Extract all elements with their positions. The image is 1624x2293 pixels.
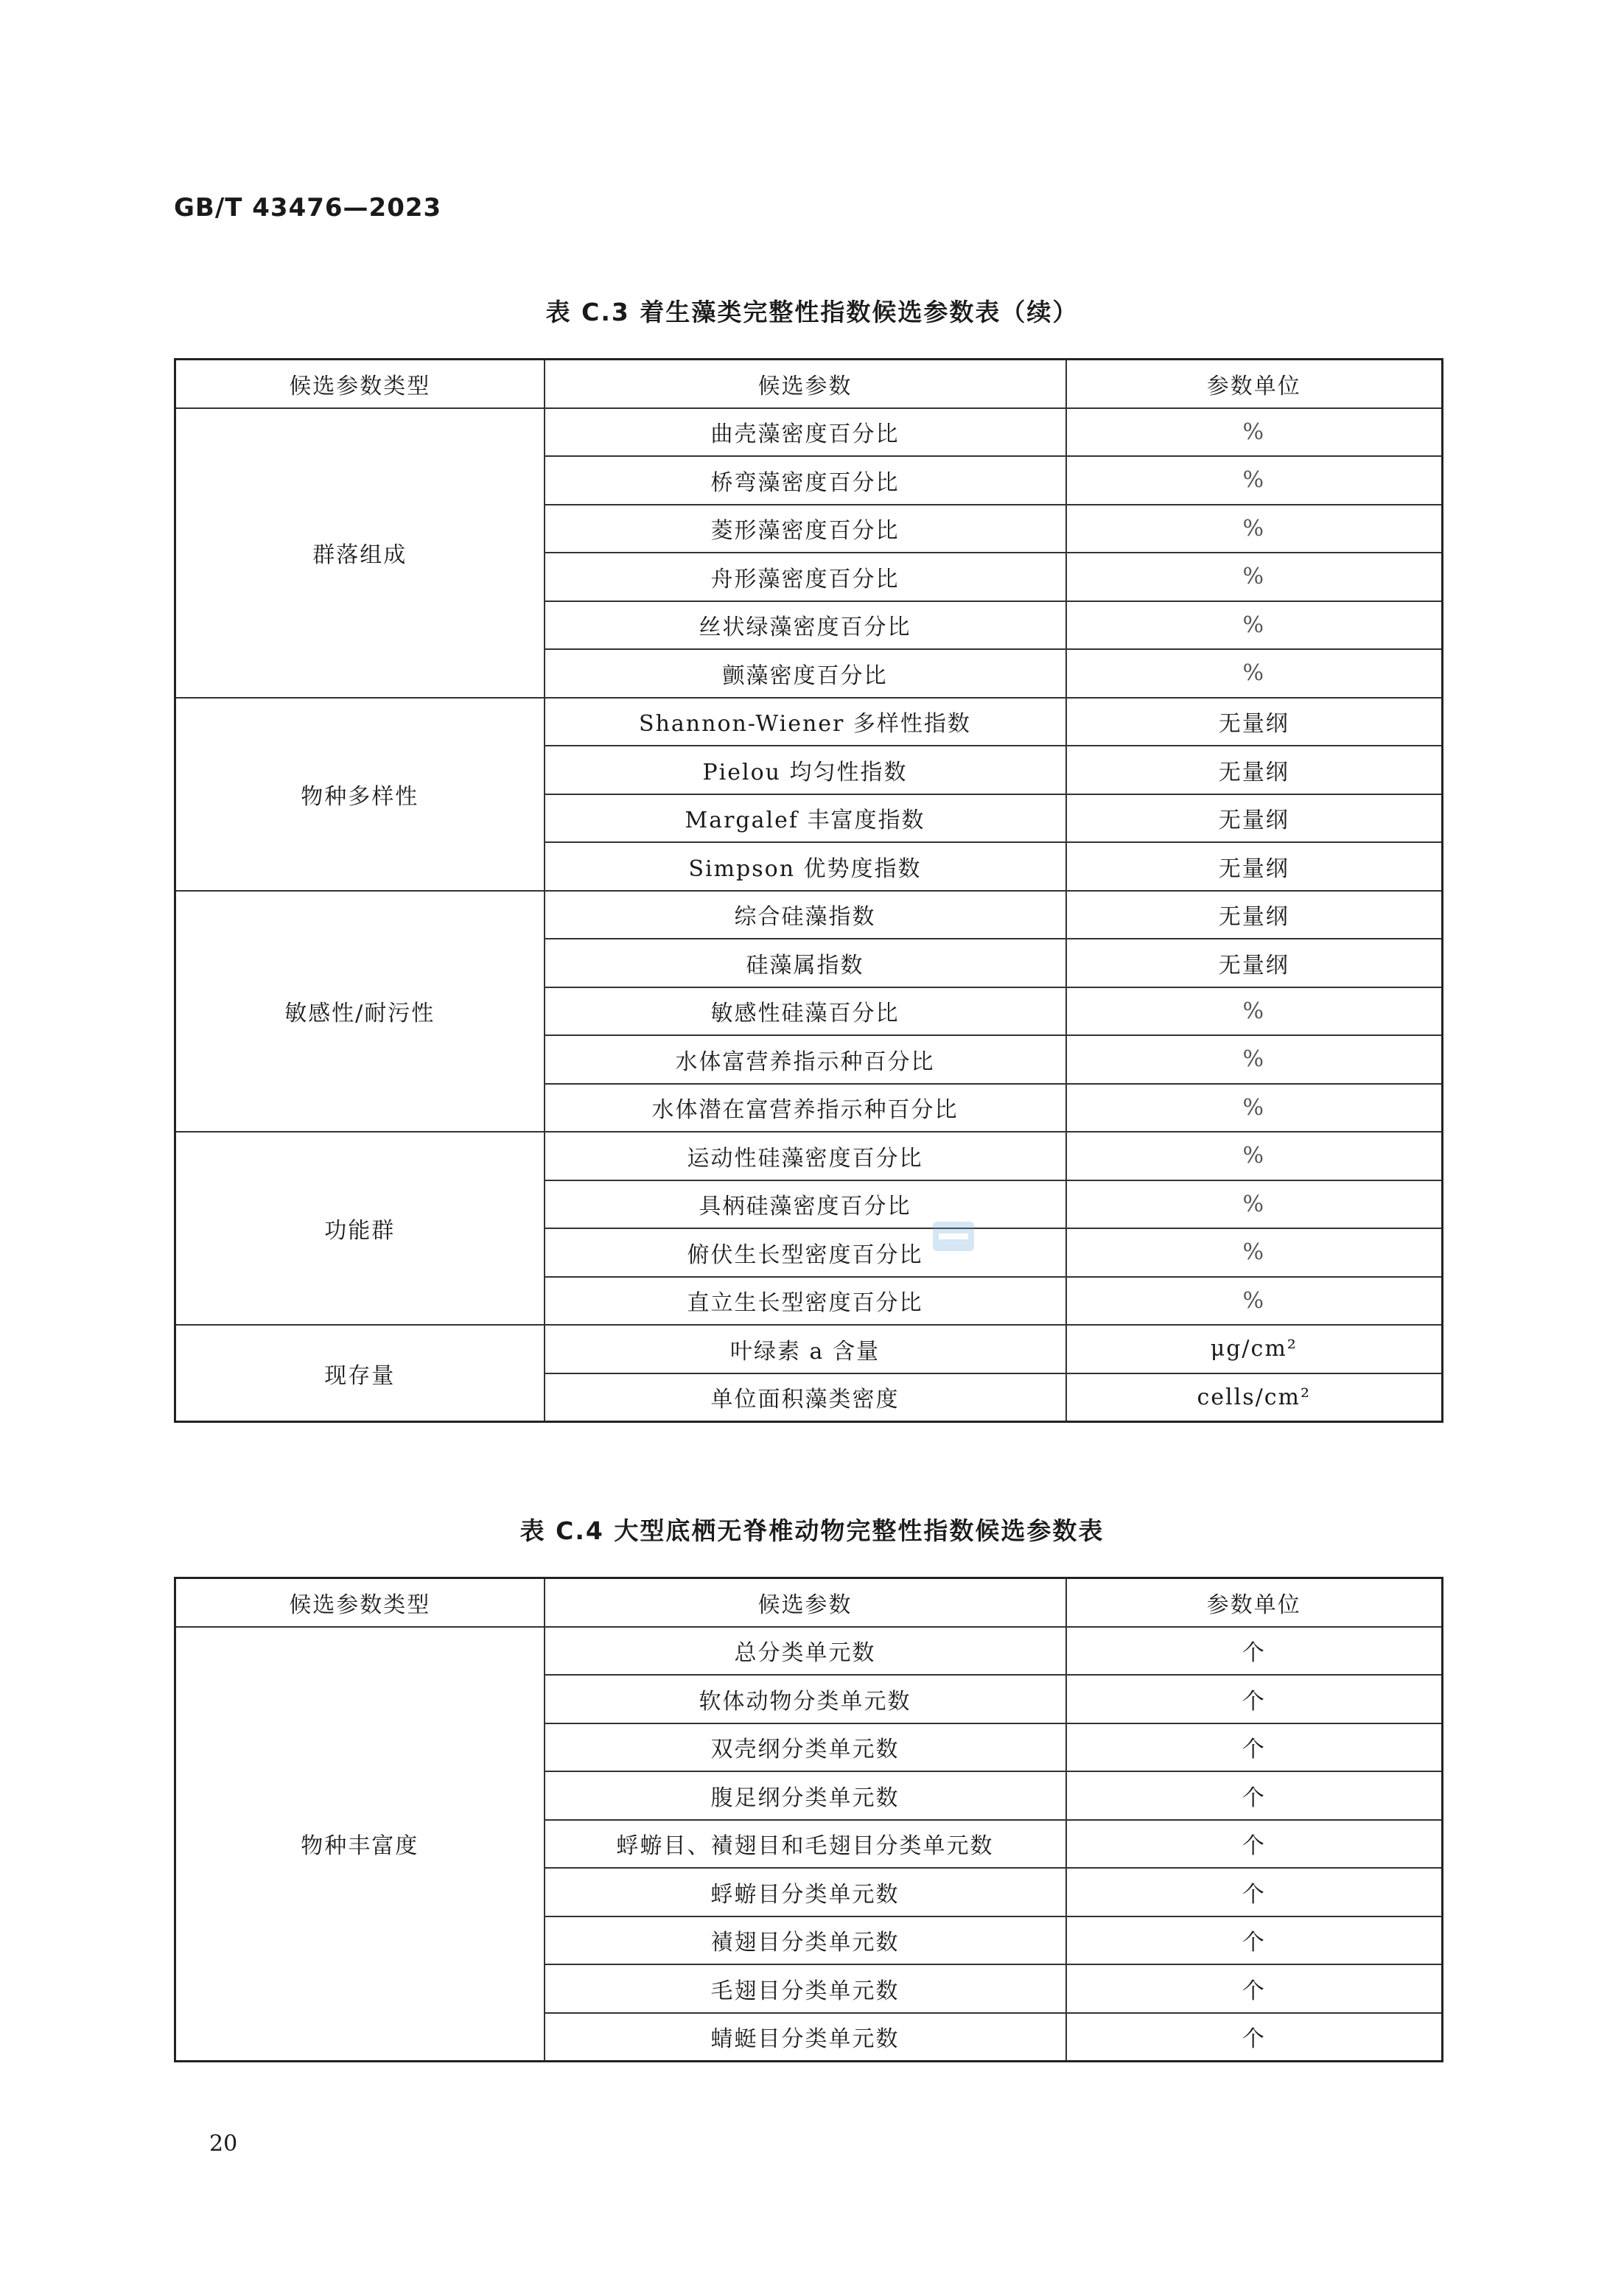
param-cell: 腹足纲分类单元数 xyxy=(545,1771,1066,1820)
column-header-type: 候选参数类型 xyxy=(175,1578,545,1627)
table-c4 xyxy=(174,1577,1443,2062)
param-cell: 软体动物分类单元数 xyxy=(545,1675,1066,1723)
param-cell: Margalef 丰富度指数 xyxy=(545,794,1066,843)
document-code: GB/T 43476—2023 xyxy=(174,193,442,223)
param-cell: 毛翅目分类单元数 xyxy=(545,1964,1066,2013)
param-cell: 综合硅藻指数 xyxy=(545,891,1066,939)
param-cell: 具柄硅藻密度百分比 xyxy=(545,1180,1066,1229)
param-type-cell: 现存量 xyxy=(175,1325,545,1422)
unit-cell: % xyxy=(1066,1132,1443,1180)
unit-cell: % xyxy=(1066,1180,1443,1229)
unit-cell: 个 xyxy=(1066,1964,1443,2013)
table-row xyxy=(175,408,1443,457)
column-header-param: 候选参数 xyxy=(545,360,1066,408)
unit-cell: cells/cm² xyxy=(1066,1373,1443,1422)
unit-cell: 无量纲 xyxy=(1066,891,1443,939)
column-header-type: 候选参数类型 xyxy=(175,360,545,408)
param-cell: 蜉蝣目分类单元数 xyxy=(545,1868,1066,1916)
unit-cell: % xyxy=(1066,456,1443,505)
param-type-cell: 功能群 xyxy=(175,1132,545,1325)
param-cell: Pielou 均匀性指数 xyxy=(545,746,1066,794)
param-cell: Shannon-Wiener 多样性指数 xyxy=(545,698,1066,746)
param-cell: 敏感性硅藻百分比 xyxy=(545,987,1066,1036)
unit-cell: % xyxy=(1066,987,1443,1036)
unit-cell: % xyxy=(1066,553,1443,601)
table-row xyxy=(175,698,1443,746)
table-row xyxy=(175,1325,1443,1373)
param-cell: 水体富营养指示种百分比 xyxy=(545,1035,1066,1084)
unit-cell: % xyxy=(1066,601,1443,650)
table-header-row xyxy=(175,1578,1443,1627)
unit-cell: 无量纲 xyxy=(1066,746,1443,794)
param-cell: 硅藻属指数 xyxy=(545,939,1066,987)
table-c3 xyxy=(174,358,1443,1423)
param-cell: 蜻蜓目分类单元数 xyxy=(545,2013,1066,2062)
param-cell: Simpson 优势度指数 xyxy=(545,842,1066,891)
unit-cell: % xyxy=(1066,1277,1443,1326)
param-cell: 直立生长型密度百分比 xyxy=(545,1277,1066,1326)
param-cell: 桥弯藻密度百分比 xyxy=(545,456,1066,505)
unit-cell: % xyxy=(1066,649,1443,698)
param-cell: 舟形藻密度百分比 xyxy=(545,553,1066,601)
unit-cell: 无量纲 xyxy=(1066,939,1443,987)
unit-cell: 个 xyxy=(1066,1916,1443,1965)
unit-cell: % xyxy=(1066,1084,1443,1133)
param-type-cell: 物种多样性 xyxy=(175,698,545,891)
param-cell: 曲壳藻密度百分比 xyxy=(545,408,1066,457)
table-header-row xyxy=(175,360,1443,408)
param-cell: 俯伏生长型密度百分比 xyxy=(545,1228,1066,1277)
unit-cell: % xyxy=(1066,505,1443,553)
unit-cell: 个 xyxy=(1066,2013,1443,2062)
param-cell: 总分类单元数 xyxy=(545,1627,1066,1676)
page-number: 20 xyxy=(209,2131,238,2157)
unit-cell: 个 xyxy=(1066,1820,1443,1869)
param-cell: 襀翅目分类单元数 xyxy=(545,1916,1066,1965)
param-type-cell: 物种丰富度 xyxy=(175,1627,545,2062)
table-row xyxy=(175,1627,1443,1676)
unit-cell: 个 xyxy=(1066,1771,1443,1820)
unit-cell: % xyxy=(1066,1228,1443,1277)
unit-cell: 个 xyxy=(1066,1627,1443,1676)
param-type-cell: 群落组成 xyxy=(175,408,545,698)
param-cell: 颤藻密度百分比 xyxy=(545,649,1066,698)
param-cell: 水体潜在富营养指示种百分比 xyxy=(545,1084,1066,1133)
unit-cell: μg/cm² xyxy=(1066,1325,1443,1373)
table-c4-title: 表 C.4 大型底栖无脊椎动物完整性指数候选参数表 xyxy=(519,1516,1105,1545)
table-row xyxy=(175,1132,1443,1180)
param-cell: 单位面积藻类密度 xyxy=(545,1373,1066,1422)
param-cell: 叶绿素 a 含量 xyxy=(545,1325,1066,1373)
unit-cell: 个 xyxy=(1066,1868,1443,1916)
table-c3-title: 表 C.3 着生藻类完整性指数候选参数表（续） xyxy=(545,298,1079,326)
param-cell: 丝状绿藻密度百分比 xyxy=(545,601,1066,650)
param-cell: 蜉蝣目、襀翅目和毛翅目分类单元数 xyxy=(545,1820,1066,1869)
table-row xyxy=(175,891,1443,939)
unit-cell: 无量纲 xyxy=(1066,698,1443,746)
param-cell: 运动性硅藻密度百分比 xyxy=(545,1132,1066,1180)
param-cell: 双壳纲分类单元数 xyxy=(545,1723,1066,1772)
column-header-unit: 参数单位 xyxy=(1066,360,1443,408)
unit-cell: 个 xyxy=(1066,1723,1443,1772)
column-header-unit: 参数单位 xyxy=(1066,1578,1443,1627)
column-header-param: 候选参数 xyxy=(545,1578,1066,1627)
unit-cell: % xyxy=(1066,408,1443,457)
param-type-cell: 敏感性/耐污性 xyxy=(175,891,545,1133)
unit-cell: 个 xyxy=(1066,1675,1443,1723)
param-cell: 菱形藻密度百分比 xyxy=(545,505,1066,553)
unit-cell: 无量纲 xyxy=(1066,794,1443,843)
unit-cell: 无量纲 xyxy=(1066,842,1443,891)
unit-cell: % xyxy=(1066,1035,1443,1084)
